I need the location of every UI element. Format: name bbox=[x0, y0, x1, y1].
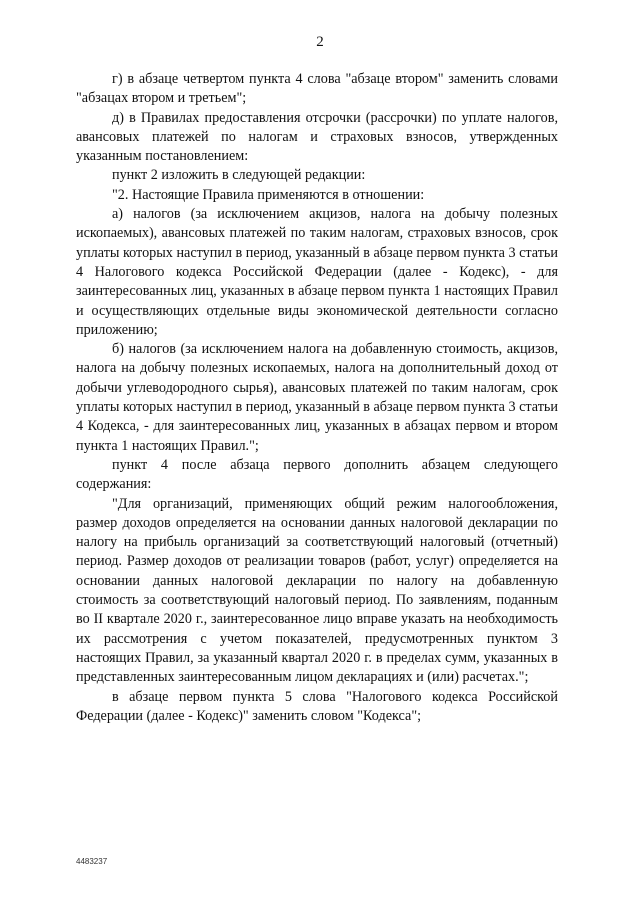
paragraph-point-5: в абзаце первом пункта 5 слова "Налогового кодекса Российской Федерации (далее - Кодекс)" заменить словом "Кодекса"; bbox=[76, 688, 558, 724]
paragraph-item-d: д) в Правилах предоставления отсрочки (рассрочки) по уплате налогов, авансовых платежей по налогам и страховых взносов, утвержденных указанным постановлением: bbox=[76, 109, 558, 165]
paragraph-subitem-b: б) налогов (за исключением налога на добавленную стоимость, акцизов, налога на добычу полезных ископаемых, налога на дополнительный доход от добычи углеводородного сырья), авансовых платежей по таким налогам, срок уплаты которых наступил в период, указанный в абзаце первом пункта 3 статьи 4 Кодекса, - для заинтересованных лиц, указанных в абзацах первом и втором пункта 1 настоящих Правил."; bbox=[76, 341, 558, 454]
paragraph-item-g: г) в абзаце четвертом пункта 4 слова "абзаце втором" заменить словами "абзацах втором и третьем"; bbox=[76, 71, 558, 107]
page-number: 2 bbox=[316, 34, 324, 50]
document-id: 4483237 bbox=[76, 857, 108, 866]
paragraph-subitem-a: а) налогов (за исключением акцизов, налога на добычу полезных ископаемых), авансовых платежей по таким налогам, страховых взносов, срок уплаты которых наступил в период, указанный в абзаце первом пункта 3 статьи 4 Налогового кодекса Российской Федерации (далее - Кодекс), - для заинтересованных лиц, указанных в абзаце первом пункта 1 настоящих Правил и осуществляющих отдельные виды экономической деятельности согласно приложению; bbox=[76, 206, 558, 338]
paragraph-point-4-intro: пункт 4 после абзаца первого дополнить абзацем следующего содержания: bbox=[76, 456, 558, 493]
document-body bbox=[76, 70, 558, 726]
paragraph-point-2-intro: пункт 2 изложить в следующей редакции: bbox=[112, 167, 366, 184]
paragraph-rules-scope: "2. Настоящие Правила применяются в отношении: bbox=[112, 186, 425, 203]
paragraph-organizations: "Для организаций, применяющих общий режим налогообложения, размер доходов определяется на основании данных налоговой декларации по налогу на прибыль организаций за соответствующий налоговый (отчетный) период. Размер доходов от реализации товаров (работ, услуг) определяется на основании данных налоговой декларации по налогу на добавленную стоимость за соответствующий налоговый период. По заявлениям, поданным во II квартале 2020 г., заинтересованное лицо вправе указать на необходимость их рассмотрения с учетом показателей, предусмотренных пунктом 3 настоящих Правил, за указанный квартал 2020 г. в пределах сумм, указанных в представленных заинтересованным лицом декларациях и (или) расчетах."; bbox=[76, 495, 558, 686]
